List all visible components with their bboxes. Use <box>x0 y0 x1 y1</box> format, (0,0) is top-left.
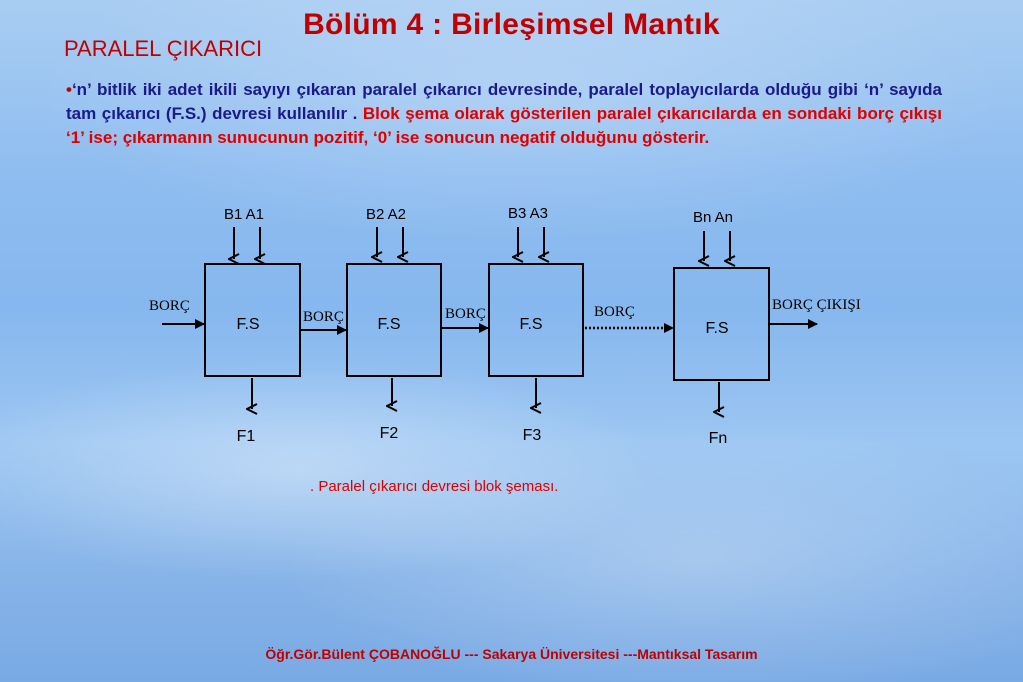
borrow-out-label: BORÇ ÇIKIŞI <box>772 297 861 313</box>
borrow-1-2-label: BORÇ <box>303 309 344 325</box>
block-3-output: F3 <box>522 427 542 444</box>
block-n-inputs: Bn An <box>692 209 734 226</box>
footer-text: Öğr.Gör.Bülent ÇOBANOĞLU --- Sakarya Üniversitesi ---Mantıksal Tasarım <box>265 646 758 662</box>
paragraph-text-blue: ‘n’ bitlik iki adet ikili sayıyı çıkaran paralel çıkarıcı devresinde, paralel toplayıcılarda olduğu gibi ‘n’ sayıda tam çıkarıcı (F.S.) devresi kullanılır . <box>66 80 942 123</box>
diagram-caption: . Paralel çıkarıcı devresi blok şeması. <box>310 478 559 495</box>
block-1-output: F1 <box>236 428 256 445</box>
bullet-icon: • <box>66 80 72 99</box>
block-2-label: F.S <box>377 316 401 333</box>
block-2-output: F2 <box>379 425 399 442</box>
fs-block-2 <box>347 206 441 442</box>
fs-block-3 <box>489 205 583 444</box>
slide-title: Bölüm 4 : Birleşimsel Mantık <box>303 8 720 41</box>
block-n-label: F.S <box>705 320 729 337</box>
borrow-3-n-label: BORÇ <box>594 304 635 320</box>
block-3-inputs: B3 A3 <box>507 205 549 222</box>
paragraph-text-red: Blok şema olarak gösterilen paralel çıkarıcılarda en sondaki borç çıkışı ‘1’ ise; çıkarmanın sunucunun pozitif, ‘0’ ise sonucun negatif olduğunu gösterir. <box>66 104 942 147</box>
slide-subtitle: PARALEL ÇIKARICI <box>64 36 263 61</box>
block-3-label: F.S <box>519 316 543 333</box>
block-n-output: Fn <box>708 430 728 447</box>
block-2-inputs: B2 A2 <box>365 206 407 223</box>
borrow-2-3-label: BORÇ <box>445 306 486 322</box>
fs-block-n <box>674 209 769 447</box>
block-1-inputs: B1 A1 <box>223 206 265 223</box>
borrow-in-label: BORÇ <box>149 298 190 314</box>
block-1-label: F.S <box>236 316 260 333</box>
fs-block-1 <box>205 206 300 445</box>
